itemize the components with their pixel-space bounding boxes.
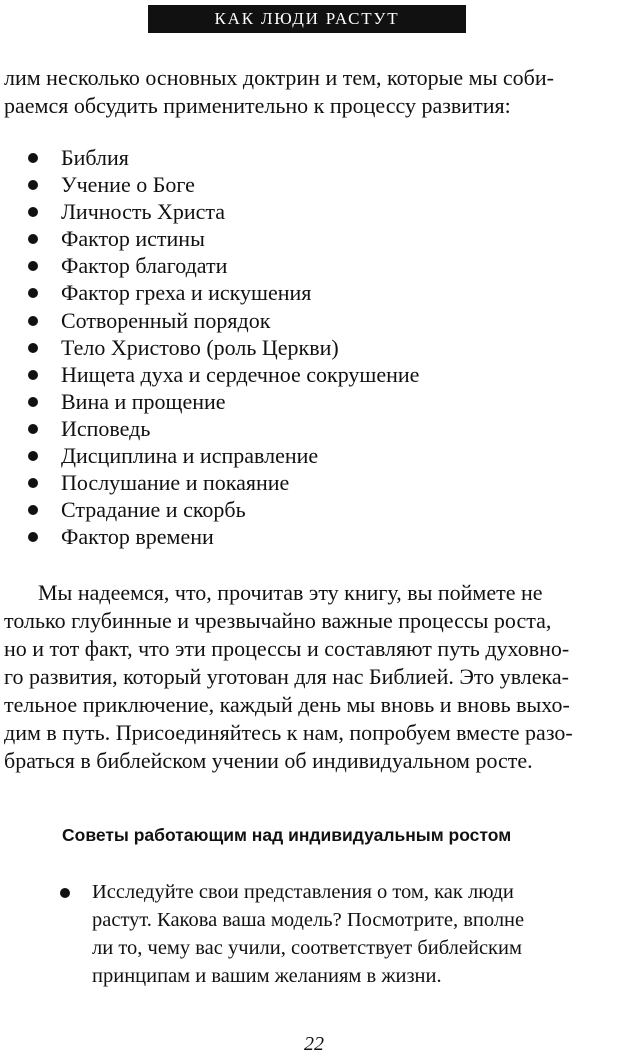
paragraph-line: но и тот факт, что эти процессы и составляют путь духовно-	[4, 636, 570, 661]
bullet-icon	[28, 343, 38, 353]
list-item-text: Вина и прощение	[61, 388, 226, 414]
page-number: 22	[304, 1033, 324, 1055]
list-item	[28, 442, 528, 469]
paragraph-line: тельное приключение, каждый день мы вновь и вновь выхо-	[4, 692, 570, 717]
list-item-text: Фактор истины	[61, 226, 205, 252]
bullet-icon	[28, 424, 38, 434]
paragraph-line: Мы надеемся, что, прочитав эту книгу, вы поймете не	[38, 580, 543, 605]
paragraph-line: го развития, который уготован для нас Библией. Это увлека-	[4, 664, 569, 689]
tip-line: растут. Какова ваша модель? Посмотрите, вполне	[92, 909, 525, 931]
list-item	[28, 198, 528, 225]
bullet-icon	[28, 370, 38, 380]
list-item	[28, 307, 528, 334]
list-item	[28, 334, 528, 361]
list-item-text: Сотворенный порядок	[61, 307, 271, 333]
list-item	[28, 171, 528, 198]
bullet-icon	[28, 207, 38, 217]
bullet-icon	[28, 316, 38, 326]
tip-line: принципам и вашим желаниям в жизни.	[92, 965, 442, 987]
list-item	[28, 144, 528, 171]
paragraph-line: дим в путь. Присоединяйтесь к нам, попробуем вместе разо-	[4, 720, 573, 745]
list-item	[28, 415, 528, 442]
bullet-icon	[60, 888, 70, 898]
list-item	[28, 279, 528, 306]
list-item	[28, 496, 528, 523]
bullet-icon	[28, 180, 38, 190]
running-header: КАК ЛЮДИ РАСТУТ	[148, 5, 466, 33]
list-item	[28, 388, 528, 415]
list-item-text: Личность Христа	[61, 199, 226, 225]
bullet-icon	[28, 288, 38, 298]
list-item	[28, 523, 528, 550]
intro-line: раемся обсудить применительно к процессу развития:	[4, 93, 511, 118]
list-item-text: Библия	[61, 145, 129, 170]
tips-heading: Советы работающим над индивидуальным ростом	[62, 825, 512, 845]
doctrine-list	[28, 144, 528, 550]
list-item	[28, 225, 528, 252]
bullet-icon	[28, 505, 38, 515]
list-item-text: Фактор греха и искушения	[61, 280, 312, 306]
bullet-icon	[28, 234, 38, 244]
bullet-icon	[28, 153, 38, 163]
list-item-text: Учение о Боге	[61, 172, 195, 198]
list-item	[28, 361, 528, 388]
intro-line: лим несколько основных доктрин и тем, которые мы соби-	[4, 65, 554, 90]
list-item	[28, 252, 528, 279]
list-item-text: Нищета духа и сердечное сокрушение	[61, 361, 420, 387]
list-item-text: Фактор времени	[61, 524, 214, 550]
paragraph-line: браться в библейском учении об индивидуальном росте.	[4, 748, 533, 773]
bullet-icon	[28, 451, 38, 461]
body-paragraph	[4, 579, 616, 775]
tip-line: Исследуйте свои представления о том, как люди	[92, 881, 514, 903]
list-item	[28, 469, 528, 496]
bullet-icon	[28, 397, 38, 407]
paragraph-line: только глубинные и чрезвычайно важные процессы роста,	[4, 608, 552, 633]
list-item-text: Тело Христово (роль Церкви)	[61, 334, 339, 360]
list-item-text: Страдание и скорбь	[61, 497, 246, 523]
list-item-text: Фактор благодати	[61, 253, 228, 279]
list-item-text: Исповедь	[61, 415, 151, 441]
intro-text	[4, 64, 610, 120]
tip-line: ли то, чему вас учили, соответствует библейским	[92, 937, 522, 959]
list-item-text: Послушание и покаяние	[61, 470, 290, 496]
bullet-icon	[28, 532, 38, 542]
list-item-text: Дисциплина и исправление	[61, 443, 319, 469]
tip-text	[92, 878, 602, 990]
bullet-icon	[28, 478, 38, 488]
bullet-icon	[28, 261, 38, 271]
